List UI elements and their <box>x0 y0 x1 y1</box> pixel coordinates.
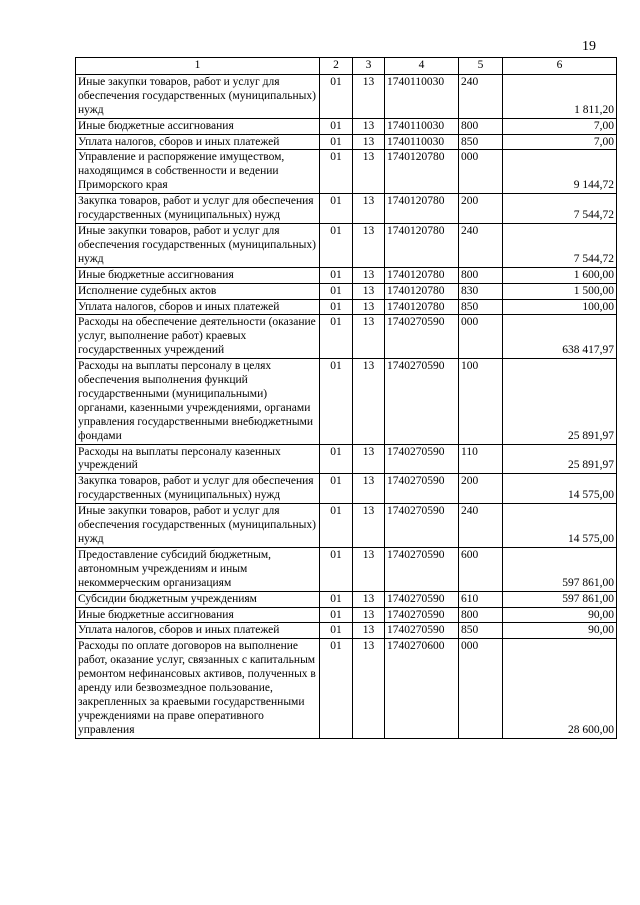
column-header: 4 <box>385 58 459 75</box>
row-expense-type: 000 <box>459 150 503 194</box>
table-row <box>76 194 617 224</box>
table-row <box>76 504 617 548</box>
row-section: 01 <box>320 283 353 299</box>
row-expense-type: 830 <box>459 283 503 299</box>
row-subsection: 13 <box>353 118 385 134</box>
column-header: 3 <box>353 58 385 75</box>
row-section: 01 <box>320 118 353 134</box>
row-subsection: 13 <box>353 223 385 267</box>
table-row <box>76 315 617 359</box>
row-expense-type: 200 <box>459 474 503 504</box>
row-section: 01 <box>320 150 353 194</box>
row-name: Иные бюджетные ассигнования <box>76 118 320 134</box>
row-expense-type: 000 <box>459 315 503 359</box>
row-name: Уплата налогов, сборов и иных платежей <box>76 134 320 150</box>
table-row <box>76 607 617 623</box>
row-amount: 1 600,00 <box>503 267 617 283</box>
row-subsection: 13 <box>353 504 385 548</box>
table-row <box>76 474 617 504</box>
row-target-code: 1740110030 <box>385 74 459 118</box>
row-name: Расходы на выплаты персоналу в целях обеспечения выполнения функций государственными (муниципальными) органами, казенными учреждениями, органами управления государственными внебюджетными фондами <box>76 359 320 444</box>
column-header: 6 <box>503 58 617 75</box>
row-expense-type: 800 <box>459 267 503 283</box>
row-expense-type: 110 <box>459 444 503 474</box>
row-amount: 1 811,20 <box>503 74 617 118</box>
row-subsection: 13 <box>353 623 385 639</box>
row-target-code: 1740120780 <box>385 267 459 283</box>
row-name: Закупка товаров, работ и услуг для обеспечения государственных (муниципальных) нужд <box>76 194 320 224</box>
column-header: 2 <box>320 58 353 75</box>
row-target-code: 1740110030 <box>385 134 459 150</box>
row-amount: 28 600,00 <box>503 639 617 738</box>
row-expense-type: 850 <box>459 299 503 315</box>
row-section: 01 <box>320 639 353 738</box>
row-target-code: 1740270600 <box>385 639 459 738</box>
row-target-code: 1740120780 <box>385 223 459 267</box>
row-name: Иные бюджетные ассигнования <box>76 267 320 283</box>
row-name: Расходы на обеспечение деятельности (оказание услуг, выполнение работ) краевых государственных учреждений <box>76 315 320 359</box>
row-name: Расходы по оплате договоров на выполнение работ, оказание услуг, связанных с капитальным ремонтом нефинансовых активов, полученных в аренду или безвозмездное пользование, закрепленных за краевыми государственными учреждениями на праве оперативного управления <box>76 639 320 738</box>
row-amount: 25 891,97 <box>503 444 617 474</box>
table-header-row <box>76 58 617 75</box>
budget-table <box>75 57 617 739</box>
row-section: 01 <box>320 299 353 315</box>
row-target-code: 1740120780 <box>385 283 459 299</box>
row-amount: 90,00 <box>503 607 617 623</box>
row-name: Предоставление субсидий бюджетным, автономным учреждениям и иным некоммерческим организациям <box>76 547 320 591</box>
row-section: 01 <box>320 474 353 504</box>
row-expense-type: 200 <box>459 194 503 224</box>
row-subsection: 13 <box>353 315 385 359</box>
row-name: Уплата налогов, сборов и иных платежей <box>76 299 320 315</box>
row-subsection: 13 <box>353 359 385 444</box>
row-expense-type: 240 <box>459 74 503 118</box>
row-section: 01 <box>320 591 353 607</box>
table-row <box>76 267 617 283</box>
row-expense-type: 100 <box>459 359 503 444</box>
row-name: Иные бюджетные ассигнования <box>76 607 320 623</box>
row-expense-type: 240 <box>459 223 503 267</box>
row-target-code: 1740270590 <box>385 547 459 591</box>
page-number: 19 <box>582 39 596 54</box>
row-expense-type: 800 <box>459 607 503 623</box>
row-name: Исполнение судебных актов <box>76 283 320 299</box>
row-subsection: 13 <box>353 639 385 738</box>
row-target-code: 1740120780 <box>385 299 459 315</box>
row-subsection: 13 <box>353 444 385 474</box>
row-section: 01 <box>320 267 353 283</box>
row-section: 01 <box>320 444 353 474</box>
row-name: Управление и распоряжение имуществом, находящимся в собственности и ведении Приморского края <box>76 150 320 194</box>
row-amount: 597 861,00 <box>503 547 617 591</box>
row-section: 01 <box>320 223 353 267</box>
table-row <box>76 359 617 444</box>
table-row <box>76 150 617 194</box>
table-row <box>76 444 617 474</box>
table-row <box>76 223 617 267</box>
row-amount: 90,00 <box>503 623 617 639</box>
row-amount: 100,00 <box>503 299 617 315</box>
row-target-code: 1740110030 <box>385 118 459 134</box>
row-amount: 7 544,72 <box>503 223 617 267</box>
row-name: Закупка товаров, работ и услуг для обеспечения государственных (муниципальных) нужд <box>76 474 320 504</box>
row-target-code: 1740120780 <box>385 150 459 194</box>
row-target-code: 1740270590 <box>385 474 459 504</box>
row-subsection: 13 <box>353 150 385 194</box>
row-name: Уплата налогов, сборов и иных платежей <box>76 623 320 639</box>
row-subsection: 13 <box>353 194 385 224</box>
table-row <box>76 639 617 738</box>
row-expense-type: 600 <box>459 547 503 591</box>
row-target-code: 1740270590 <box>385 591 459 607</box>
row-target-code: 1740270590 <box>385 623 459 639</box>
row-amount: 7,00 <box>503 134 617 150</box>
table-row <box>76 299 617 315</box>
table-row <box>76 118 617 134</box>
row-section: 01 <box>320 623 353 639</box>
row-subsection: 13 <box>353 299 385 315</box>
row-section: 01 <box>320 504 353 548</box>
row-subsection: 13 <box>353 474 385 504</box>
row-name: Иные закупки товаров, работ и услуг для обеспечения государственных (муниципальных) нужд <box>76 74 320 118</box>
table-row <box>76 283 617 299</box>
row-expense-type: 240 <box>459 504 503 548</box>
row-target-code: 1740270590 <box>385 359 459 444</box>
row-section: 01 <box>320 547 353 591</box>
row-amount: 7,00 <box>503 118 617 134</box>
row-name: Иные закупки товаров, работ и услуг для обеспечения государственных (муниципальных) нужд <box>76 223 320 267</box>
row-section: 01 <box>320 194 353 224</box>
row-expense-type: 000 <box>459 639 503 738</box>
column-header: 5 <box>459 58 503 75</box>
table-row <box>76 623 617 639</box>
row-expense-type: 850 <box>459 623 503 639</box>
row-name: Расходы на выплаты персоналу казенных учреждений <box>76 444 320 474</box>
row-amount: 7 544,72 <box>503 194 617 224</box>
row-section: 01 <box>320 315 353 359</box>
row-section: 01 <box>320 134 353 150</box>
row-name: Субсидии бюджетным учреждениям <box>76 591 320 607</box>
row-amount: 25 891,97 <box>503 359 617 444</box>
table-row <box>76 74 617 118</box>
row-target-code: 1740120780 <box>385 194 459 224</box>
row-expense-type: 850 <box>459 134 503 150</box>
row-amount: 14 575,00 <box>503 474 617 504</box>
row-expense-type: 800 <box>459 118 503 134</box>
row-target-code: 1740270590 <box>385 444 459 474</box>
row-subsection: 13 <box>353 547 385 591</box>
row-section: 01 <box>320 607 353 623</box>
row-subsection: 13 <box>353 74 385 118</box>
table-row <box>76 134 617 150</box>
row-subsection: 13 <box>353 591 385 607</box>
row-target-code: 1740270590 <box>385 607 459 623</box>
row-target-code: 1740270590 <box>385 504 459 548</box>
row-subsection: 13 <box>353 283 385 299</box>
table-row <box>76 547 617 591</box>
row-amount: 638 417,97 <box>503 315 617 359</box>
row-amount: 9 144,72 <box>503 150 617 194</box>
row-amount: 1 500,00 <box>503 283 617 299</box>
row-section: 01 <box>320 359 353 444</box>
row-subsection: 13 <box>353 134 385 150</box>
row-target-code: 1740270590 <box>385 315 459 359</box>
row-subsection: 13 <box>353 267 385 283</box>
row-section: 01 <box>320 74 353 118</box>
row-subsection: 13 <box>353 607 385 623</box>
row-amount: 14 575,00 <box>503 504 617 548</box>
row-name: Иные закупки товаров, работ и услуг для обеспечения государственных (муниципальных) нужд <box>76 504 320 548</box>
row-amount: 597 861,00 <box>503 591 617 607</box>
column-header: 1 <box>76 58 320 75</box>
row-expense-type: 610 <box>459 591 503 607</box>
table-row <box>76 591 617 607</box>
